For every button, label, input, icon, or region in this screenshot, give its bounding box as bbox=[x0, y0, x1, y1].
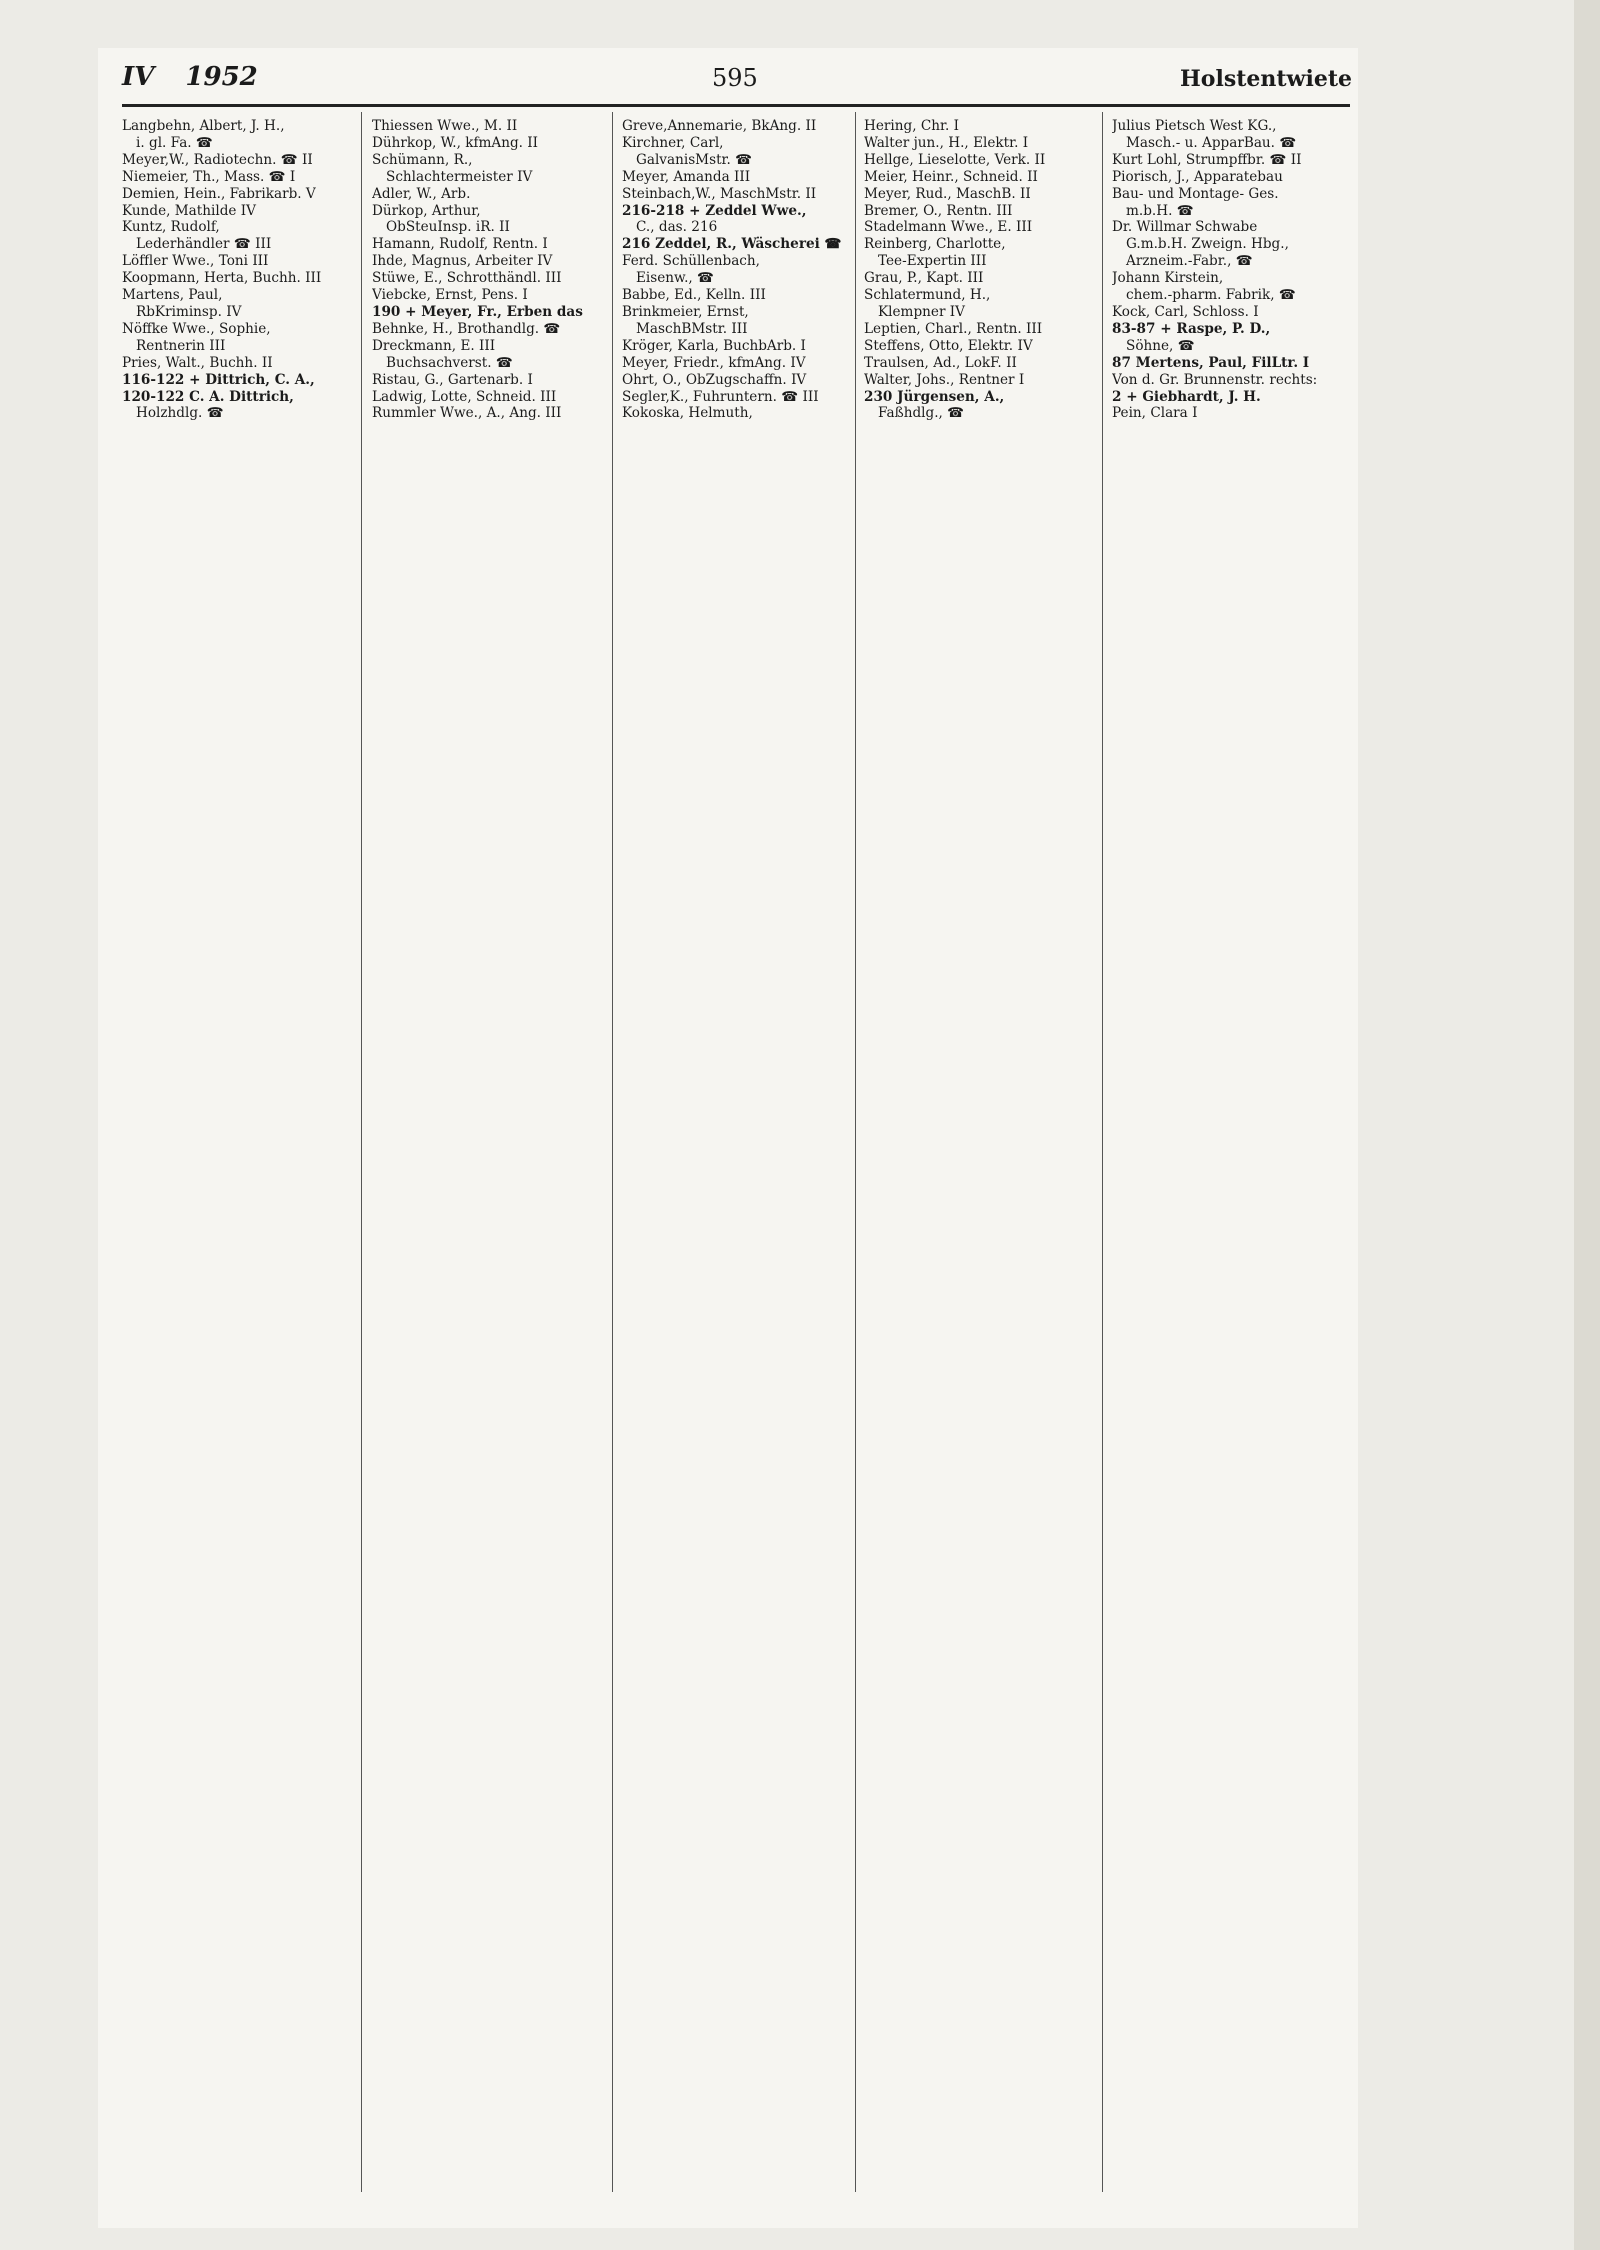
entry: Arzneim.-Fabr., ☎ bbox=[1126, 253, 1253, 270]
page-header bbox=[122, 62, 1362, 106]
entry: Meyer, Rud., MaschB. II bbox=[864, 185, 1031, 202]
entry: Eisenw., ☎ bbox=[636, 270, 714, 287]
volume-number: IV bbox=[122, 62, 155, 92]
entry: Ristau, G., Gartenarb. I bbox=[372, 371, 533, 388]
entry: Greve,Annemarie, BkAng. II bbox=[622, 118, 817, 134]
entry: Traulsen, Ad., LokF. II bbox=[864, 354, 1017, 371]
volume-year bbox=[122, 62, 280, 92]
entry: Meyer, Amanda III bbox=[622, 168, 751, 185]
column-divider bbox=[361, 112, 362, 2192]
entry: Meyer,W., Radiotechn. ☎ II bbox=[122, 151, 313, 168]
entry: Meyer, Friedr., kfmAng. IV bbox=[622, 354, 806, 371]
entry: Söhne, ☎ bbox=[1126, 337, 1195, 354]
entry: Kokoska, Helmuth, bbox=[622, 405, 753, 422]
directory-column-1 bbox=[122, 118, 354, 422]
entry: ObSteuInsp. iR. II bbox=[386, 219, 510, 236]
entry: Demien, Hein., Fabrikarb. V bbox=[122, 185, 316, 202]
entry: Brinkmeier, Ernst, bbox=[622, 303, 749, 320]
entry: Hering, Chr. I bbox=[864, 118, 960, 134]
entry: Buchsachverst. ☎ bbox=[386, 354, 513, 371]
entry: Tee-Expertin III bbox=[878, 253, 987, 270]
directory-column-3 bbox=[622, 118, 854, 422]
entry: Leptien, Charl., Rentn. III bbox=[864, 320, 1043, 337]
entry: Reinberg, Charlotte, bbox=[864, 236, 1006, 253]
entry: Ihde, Magnus, Arbeiter IV bbox=[372, 253, 553, 270]
entry: 116-122 + Dittrich, C. A., bbox=[122, 371, 315, 388]
entry: Holzhdlg. ☎ bbox=[136, 405, 224, 422]
entry: Dürkop, Arthur, bbox=[372, 202, 481, 219]
directory-column-5 bbox=[1112, 118, 1344, 422]
page-number: 595 bbox=[712, 64, 758, 92]
entry: Walter, Johs., Rentner I bbox=[864, 371, 1025, 388]
column-divider bbox=[612, 112, 613, 2192]
entry: Niemeier, Th., Mass. ☎ I bbox=[122, 168, 296, 185]
entry: Löffler Wwe., Toni III bbox=[122, 253, 269, 270]
entry: Kuntz, Rudolf, bbox=[122, 219, 220, 236]
entry: Dührkop, W., kfmAng. II bbox=[372, 134, 539, 151]
entry: Thiessen Wwe., M. II bbox=[372, 118, 518, 134]
entry: Grau, P., Kapt. III bbox=[864, 270, 984, 287]
entry: RbKriminsp. IV bbox=[136, 303, 242, 320]
entry: Pein, Clara I bbox=[1112, 405, 1198, 422]
entry: Walter jun., H., Elektr. I bbox=[864, 134, 1029, 151]
entry: Schlachtermeister IV bbox=[386, 168, 533, 185]
directory-column-2 bbox=[372, 118, 604, 422]
entry: Dr. Willmar Schwabe bbox=[1112, 219, 1258, 236]
entry: Klempner IV bbox=[878, 303, 965, 320]
entry: C., das. 216 bbox=[636, 219, 718, 236]
entry: Viebcke, Ernst, Pens. I bbox=[372, 287, 528, 304]
entry: Von d. Gr. Brunnenstr. rechts: bbox=[1112, 371, 1318, 388]
entry: 120-122 C. A. Dittrich, bbox=[122, 388, 294, 405]
entry: Martens, Paul, bbox=[122, 287, 223, 304]
entry: Segler,K., Fuhruntern. ☎ III bbox=[622, 388, 819, 405]
entry: Koopmann, Herta, Buchh. III bbox=[122, 270, 322, 287]
street-title: Holstentwiete bbox=[1180, 66, 1352, 92]
entry: Rentnerin III bbox=[136, 337, 226, 354]
entry: i. gl. Fa. ☎ bbox=[136, 134, 213, 151]
entry: Langbehn, Albert, J. H., bbox=[122, 118, 285, 134]
entry: Bremer, O., Rentn. III bbox=[864, 202, 1013, 219]
entry: Johann Kirstein, bbox=[1112, 270, 1224, 287]
entry: Meier, Heinr., Schneid. II bbox=[864, 168, 1038, 185]
entry: Piorisch, J., Apparatebau bbox=[1112, 168, 1283, 185]
entry: 230 Jürgensen, A., bbox=[864, 388, 1005, 405]
directory-column-4 bbox=[864, 118, 1096, 422]
entry: Stüwe, E., Schrotthändl. III bbox=[372, 270, 562, 287]
entry: Hamann, Rudolf, Rentn. I bbox=[372, 236, 548, 253]
entry: Adler, W., Arb. bbox=[372, 185, 471, 202]
entry: Hellge, Lieselotte, Verk. II bbox=[864, 151, 1046, 168]
entry: 83-87 + Raspe, P. D., bbox=[1112, 320, 1271, 337]
entry: Kock, Carl, Schloss. I bbox=[1112, 303, 1259, 320]
entry: Masch.- u. ApparBau. ☎ bbox=[1126, 134, 1297, 151]
entry: Kröger, Karla, BuchbArb. I bbox=[622, 337, 806, 354]
header-rule bbox=[122, 104, 1350, 107]
entry: Steffens, Otto, Elektr. IV bbox=[864, 337, 1033, 354]
entry: Steinbach,W., MaschMstr. II bbox=[622, 185, 817, 202]
entry: Julius Pietsch West KG., bbox=[1112, 118, 1277, 134]
entry: Dreckmann, E. III bbox=[372, 337, 496, 354]
entry: Babbe, Ed., Kelln. III bbox=[622, 287, 766, 304]
entry: Pries, Walt., Buchh. II bbox=[122, 354, 273, 371]
year: 1952 bbox=[185, 62, 258, 92]
column-divider bbox=[855, 112, 856, 2192]
entry: chem.-pharm. Fabrik, ☎ bbox=[1126, 287, 1296, 304]
entry: Behnke, H., Brothandlg. ☎ bbox=[372, 320, 561, 337]
entry: 216 Zeddel, R., Wäscherei ☎ bbox=[622, 236, 842, 253]
entry: G.m.b.H. Zweign. Hbg., bbox=[1126, 236, 1289, 253]
entry: Ladwig, Lotte, Schneid. III bbox=[372, 388, 557, 405]
entry: Kunde, Mathilde IV bbox=[122, 202, 256, 219]
entry: Rummler Wwe., A., Ang. III bbox=[372, 405, 562, 422]
entry: Lederhändler ☎ III bbox=[136, 236, 272, 253]
entry: MaschBMstr. III bbox=[636, 320, 748, 337]
entry: 87 Mertens, Paul, FilLtr. I bbox=[1112, 354, 1310, 371]
entry: Nöffke Wwe., Sophie, bbox=[122, 320, 271, 337]
entry: Schümann, R., bbox=[372, 151, 473, 168]
page-edge bbox=[1574, 0, 1600, 2250]
entry: Bau- und Montage- Ges. bbox=[1112, 185, 1279, 202]
column-divider bbox=[1102, 112, 1103, 2192]
entry: Faßhdlg., ☎ bbox=[878, 405, 965, 422]
entry: Kurt Lohl, Strumpffbr. ☎ II bbox=[1112, 151, 1302, 168]
entry: Ferd. Schüllenbach, bbox=[622, 253, 761, 270]
entry: GalvanisMstr. ☎ bbox=[636, 151, 753, 168]
entry: 216-218 + Zeddel Wwe., bbox=[622, 202, 807, 219]
entry: Schlatermund, H., bbox=[864, 287, 991, 304]
entry: 190 + Meyer, Fr., Erben das bbox=[372, 303, 583, 320]
entry: Kirchner, Carl, bbox=[622, 134, 724, 151]
entry: 2 + Giebhardt, J. H. bbox=[1112, 388, 1261, 405]
entry: Stadelmann Wwe., E. III bbox=[864, 219, 1033, 236]
entry: Ohrt, O., ObZugschaffn. IV bbox=[622, 371, 807, 388]
entry: m.b.H. ☎ bbox=[1126, 202, 1194, 219]
